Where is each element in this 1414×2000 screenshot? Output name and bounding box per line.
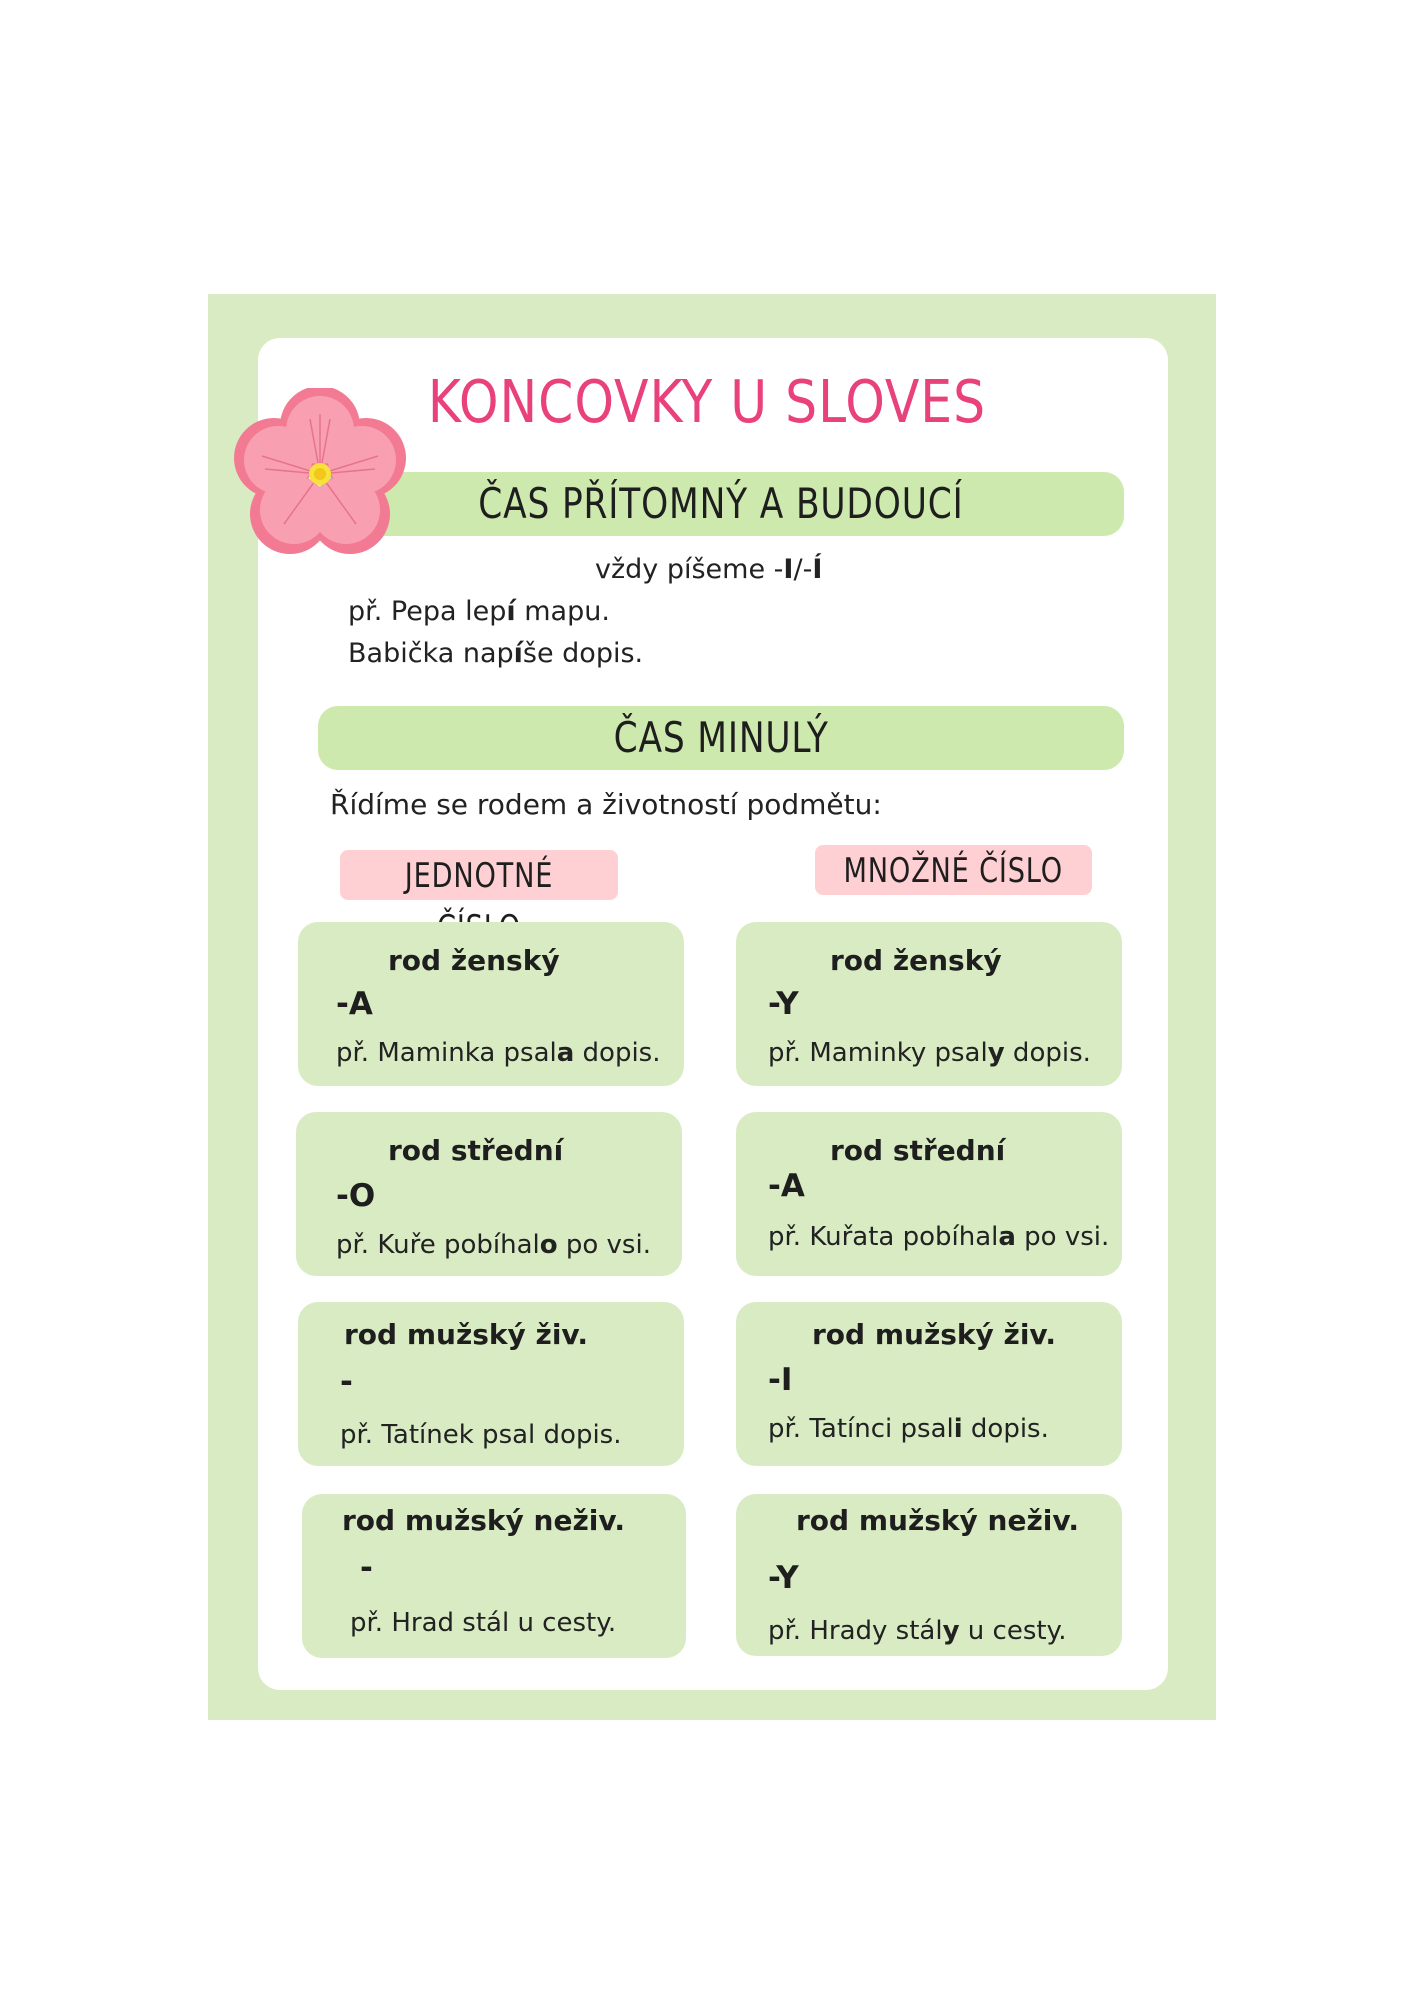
plural-label: MNOŽNÉ ČÍSLO	[815, 845, 1092, 895]
box-example: př. Tatínci psali dopis.	[768, 1414, 1049, 1444]
box-masculine-animate-plural	[736, 1302, 1122, 1466]
box-heading: rod ženský	[388, 944, 560, 977]
box-heading: rod mužský živ.	[344, 1318, 589, 1351]
box-ending: -O	[336, 1178, 376, 1214]
box-feminine-plural	[736, 922, 1122, 1086]
present-tense-banner	[318, 472, 1124, 536]
box-ending: -I	[768, 1362, 793, 1398]
box-heading: rod mužský živ.	[812, 1318, 1057, 1351]
present-tense-heading: ČAS PŘÍTOMNÝ A BUDOUCÍ	[478, 479, 964, 528]
box-heading: rod střední	[388, 1134, 564, 1167]
box-masculine-inanimate-singular	[302, 1494, 686, 1658]
present-example-2: Babička napíše dopis.	[348, 638, 644, 669]
box-ending: -A	[768, 1168, 805, 1204]
box-feminine-singular	[298, 922, 684, 1086]
box-example: př. Kuřata pobíhala po vsi.	[768, 1222, 1110, 1252]
box-heading: rod mužský neživ.	[796, 1504, 1079, 1537]
box-ending: -	[340, 1364, 353, 1400]
box-neuter-plural	[736, 1112, 1122, 1276]
box-heading: rod ženský	[830, 944, 1002, 977]
box-example: př. Kuře pobíhalo po vsi.	[336, 1230, 651, 1260]
past-tense-heading: ČAS MINULÝ	[613, 713, 829, 762]
box-neuter-singular	[296, 1112, 682, 1276]
box-example: př. Maminka psala dopis.	[336, 1038, 661, 1068]
box-masculine-inanimate-plural	[736, 1494, 1122, 1656]
box-heading: rod mužský neživ.	[342, 1504, 625, 1537]
box-ending: -	[360, 1550, 373, 1586]
singular-label: JEDNOTNÉ	[340, 850, 618, 900]
page-title: KONCOVKY U SLOVES	[427, 368, 987, 437]
flower-icon	[230, 388, 410, 558]
past-tense-banner	[318, 706, 1124, 770]
box-example: př. Tatínek psal dopis.	[340, 1420, 622, 1450]
box-ending: -Y	[768, 1560, 799, 1596]
past-rule: Řídíme se rodem a životností podmětu:	[330, 788, 882, 821]
box-example: př. Hrad stál u cesty.	[350, 1608, 617, 1638]
box-ending: -A	[336, 986, 373, 1022]
box-example: př. Hrady stály u cesty.	[768, 1616, 1067, 1646]
box-example: př. Maminky psaly dopis.	[768, 1038, 1091, 1068]
box-ending: -Y	[768, 986, 799, 1022]
box-masculine-animate-singular	[298, 1302, 684, 1466]
present-rule: vždy píšeme -I/-Í	[595, 554, 823, 585]
present-example-1: př. Pepa lepí mapu.	[348, 596, 610, 627]
box-heading: rod střední	[830, 1134, 1006, 1167]
